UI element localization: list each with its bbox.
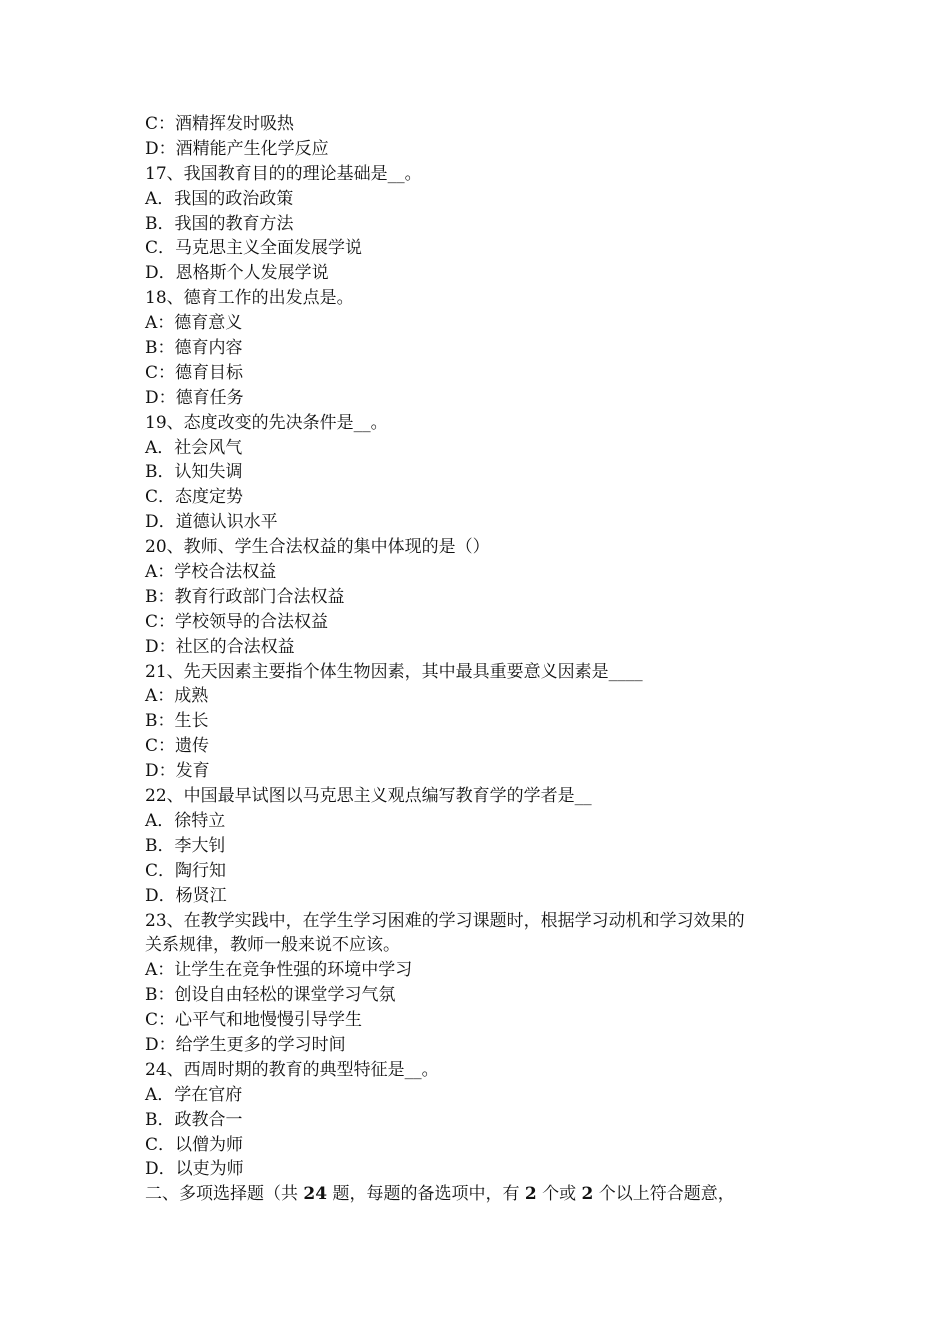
option-line: D：发育 [145,761,210,782]
option-line: C：遗传 [145,736,210,757]
option-line: B．李大钊 [145,835,226,856]
question-22: 22、中国最早试图以马克思主义观点编写教育学的学者是__ [145,786,592,807]
option-line: D．杨贤江 [145,885,227,906]
question-21: 21、先天因素主要指个体生物因素，其中最具重要意义因素是____ [145,661,643,682]
option-line: C：德育目标 [145,362,244,383]
option-line: B．我国的教育方法 [145,213,294,234]
option-line: A．徐特立 [145,810,226,831]
option-line: B：德育内容 [145,338,243,359]
option-line: A：让学生在竞争性强的环境中学习 [145,960,413,981]
section-heading-count: 24 [303,1184,328,1205]
option-line: A．学在官府 [145,1084,243,1105]
section-heading [145,1182,815,1207]
option-line: B：教育行政部门合法权益 [145,586,345,607]
option-line: D：酒精能产生化学反应 [145,138,329,159]
option-line: C．态度定势 [145,487,244,508]
option-line: C：酒精挥发时吸热 [145,114,295,134]
option-line: B．认知失调 [145,462,243,483]
option-line: A．社会风气 [145,437,243,458]
section-heading-text: 二、多项选择题（共 [145,1184,304,1205]
option-line: A：德育意义 [145,313,243,334]
question-23-continued: 关系规律，教师一般来说不应该。 [145,935,400,956]
option-line: A．我国的政治政策 [145,188,294,209]
section-heading-text: 个或 [536,1184,582,1205]
option-line: C．马克思主义全面发展学说 [145,238,363,259]
option-line: B．政教合一 [145,1109,243,1130]
section-heading-count: 2 [524,1184,537,1205]
document-page [145,112,815,1207]
option-line: D：给学生更多的学习时间 [145,1034,346,1055]
option-line: A：成熟 [145,686,209,707]
option-line: D．以吏为师 [145,1159,244,1180]
option-line: A：学校合法权益 [145,562,277,583]
option-line: C：学校领导的合法权益 [145,611,329,632]
question-20: 20、教师、学生合法权益的集中体现的是（） [145,537,490,558]
question-18: 18、德育工作的出发点是。 [145,288,354,309]
option-line: B：创设自由轻松的课堂学习气氛 [145,985,396,1006]
question-23: 23、在教学实践中，在学生学习困难的学习课题时，根据学习动机和学习效果的 [145,910,745,931]
section-heading-text: 个以上符合题意， [593,1184,735,1205]
option-line: D：社区的合法权益 [145,636,295,657]
option-line: D．道德认识水平 [145,512,278,533]
option-line: D．恩格斯个人发展学说 [145,263,329,284]
section-heading-count: 2 [581,1184,594,1205]
option-line: C．以僧为师 [145,1134,244,1155]
option-line: B：生长 [145,711,209,732]
question-19: 19、态度改变的先决条件是__。 [145,412,388,433]
option-line: D：德育任务 [145,387,244,408]
question-24: 24、西周时期的教育的典型特征是__。 [145,1059,439,1080]
option-line: C．陶行知 [145,860,227,881]
section-heading-text: 题，每题的备选项中，有 [327,1184,525,1205]
question-17: 17、我国教育目的的理论基础是__。 [145,163,422,184]
option-line: C：心平气和地慢慢引导学生 [145,1010,363,1031]
